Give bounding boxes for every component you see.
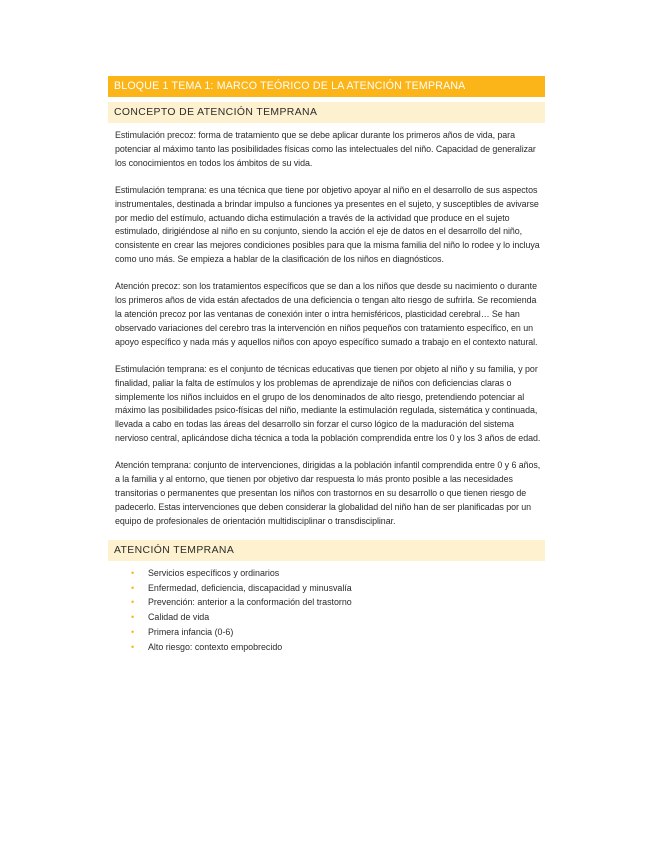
bullet-icon: • bbox=[131, 597, 135, 608]
page-content bbox=[108, 76, 545, 655]
list-item bbox=[108, 581, 545, 596]
bullet-icon: • bbox=[131, 567, 135, 578]
bullet-icon: • bbox=[131, 612, 135, 623]
paragraph-atencion-temprana: Atención temprana: conjunto de intervenciones, dirigidas a la población infantil comprendida entre 0 y 6 años, a la familia y al entorno, que tienen por objetivo dar respuesta lo más pronto posible a las necesidades transitorias o permanentes que presentan los niños con trastornos en su desarrollo o que tienen riesgo de padecerlo. Estas intervenciones que deben considerar la globalidad del niño han de ser planificadas por un equipo de profesionales de orientación multidisciplinar o transdisciplinar. bbox=[115, 460, 541, 526]
section-heading-concepto: CONCEPTO DE ATENCIÓN TEMPRANA bbox=[108, 102, 545, 123]
section-heading-atencion-temprana: ATENCIÓN TEMPRANA bbox=[108, 540, 545, 561]
list-item bbox=[108, 610, 545, 625]
list-item bbox=[108, 640, 545, 655]
list-item-text: Servicios específicos y ordinarios bbox=[148, 567, 280, 578]
paragraph-atencion-precoz: Atención precoz: son los tratamientos específicos que se dan a los niños que desde su nacimiento o durante los primeros años de vida están afectados de una deficiencia o tengan alto riesgo de sufrirla. Se recomienda la atención precoz por las ventanas de conexión inter o intra hemisféricos, plasticidad cerebral… Se han observado variaciones del cerebro tras la intervención en niños pequeños con tratamiento específico, en un apoyo específico y nada más y aquellos niños con apoyo específico sumado a trabajo en el contexto natural. bbox=[115, 281, 538, 347]
list-item-text: Calidad de vida bbox=[148, 612, 210, 623]
list-item bbox=[108, 625, 545, 640]
list-item bbox=[108, 595, 545, 610]
paragraph-estimulacion-temprana-2: Estimulación temprana: es el conjunto de técnicas educativas que tienen por objeto al niño y su familia, y por finalidad, paliar la falta de estímulos y los problemas de aprendizaje de niños con deficiencias claras o simplemente los niños incluidos en el grupo de los denominados de alto riesgo, pretendiendo potenciar al máximo las posibilidades psico-físicas del niño, mediante la estimulación regulada, sistemática y continuada, llevada a cabo en todas las áreas del desarrollo sin forzar el curso lógico de la maduración del sistema nervioso central, aplicándose dicha técnica a toda la población comprendida entre los 0 y los 3 años de edad. bbox=[115, 363, 541, 444]
list-item-text: Enfermedad, deficiencia, discapacidad y minusvalía bbox=[148, 582, 352, 593]
list-item-text: Prevención: anterior a la conformación del trastorno bbox=[148, 597, 352, 608]
bullet-icon: • bbox=[131, 627, 135, 638]
paragraph-estimulacion-temprana-1: Estimulación temprana: es una técnica que tiene por objetivo apoyar al niño en el desarrollo de sus aspectos instrumentales, destinada a brindar impulso a funciones ya presentes en el sujeto, y susceptibles de avivarse por medio del estímulo, actuando dicha estimulación a través de la actividad que produce en el sujeto estimulado, dirigiéndose al niño en su conjunto, siendo la acción el eje de datos en el desarrollo del niño, consistente en crear las mejores condiciones posibles para que la misma familia del niño lo rodee y lo incluya como uno más. Se empieza a hablar de la clasificación de los niños en diagnósticos. bbox=[115, 184, 540, 265]
list-item-text: Alto riesgo: contexto empobrecido bbox=[148, 642, 283, 653]
list-item-text: Primera infancia (0-6) bbox=[148, 627, 234, 638]
list-item bbox=[108, 566, 545, 581]
page-title: BLOQUE 1 TEMA 1: MARCO TEÓRICO DE LA ATENCIÓN TEMPRANA bbox=[108, 76, 545, 97]
bullet-icon: • bbox=[131, 642, 135, 653]
bullet-icon: • bbox=[131, 582, 135, 593]
paragraph-estimulacion-precoz: Estimulación precoz: forma de tratamiento que se debe aplicar durante los primeros años de vida, para potenciar al máximo tanto las posibilidades físicas como las intelectuales del niño. Capacidad de generalizar los conocimientos en todos los ámbitos de su vida. bbox=[115, 130, 536, 168]
bullet-list bbox=[108, 566, 545, 655]
